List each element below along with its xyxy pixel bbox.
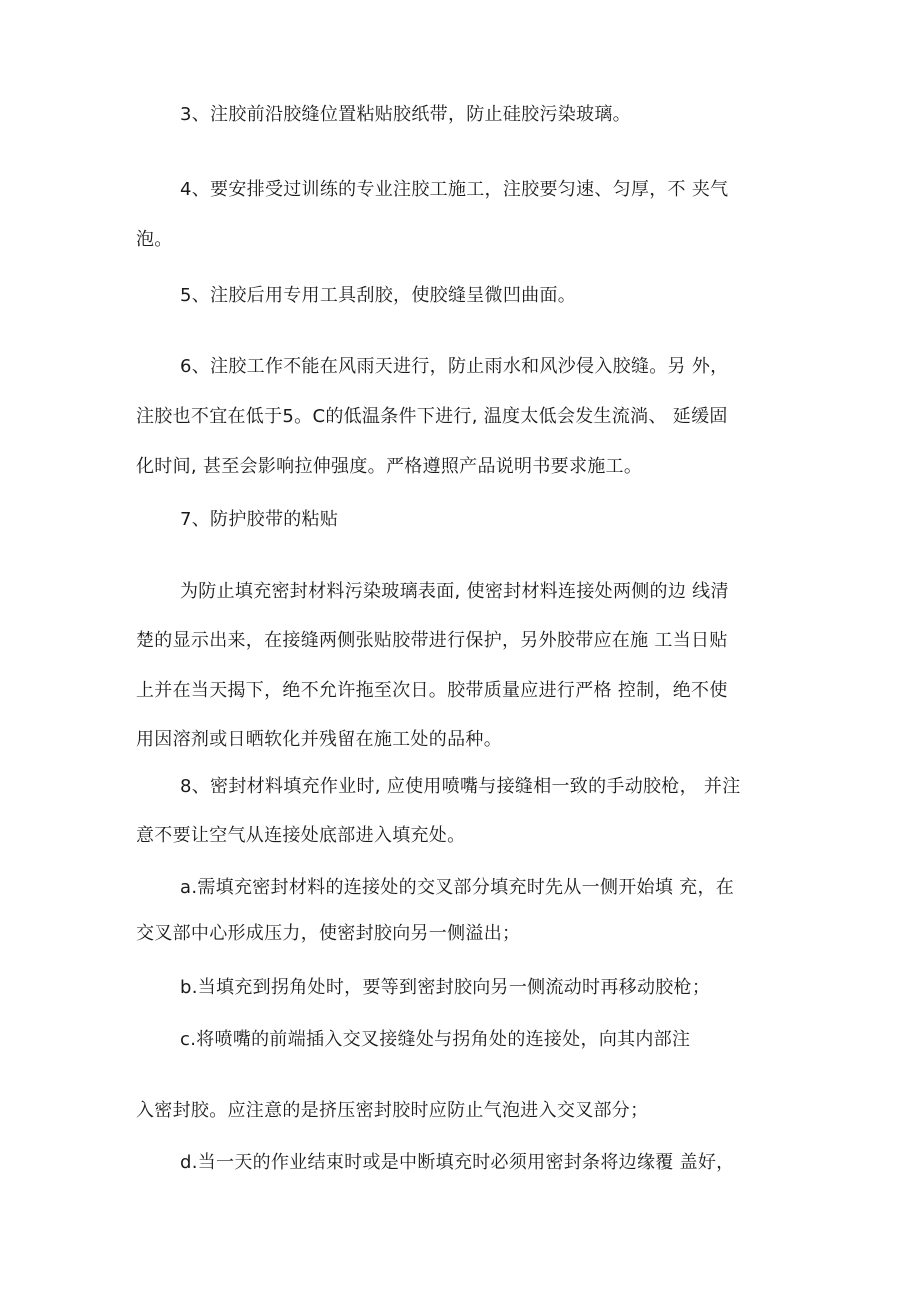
paragraph-7-heading: 7、防护胶带的粘贴: [180, 509, 339, 530]
item-b-line-1: b.当填充到拐角处时，要等到密封胶向另一侧流动时再移动胶枪；: [180, 977, 711, 998]
item-a-line-2: 交叉部中心形成压力，使密封胶向另一侧溢出；: [136, 923, 521, 944]
paragraph-tape-line-1: 为防止填充密封材料污染玻璃表面, 使密封材料连接处两侧的边 线清: [180, 581, 729, 602]
paragraph-4-line-1: 4、要安排受过训练的专业注胶工施工，注胶要匀速、匀厚，不 夹气: [180, 179, 729, 200]
paragraph-6-line-2: 注胶也不宜在低于5。C的低温条件下进行, 温度太低会发生流淌、 延缓固: [136, 406, 728, 427]
paragraph-tape-line-2: 楚的显示出来，在接缝两侧张贴胶带进行保护，另外胶带应在施 工当日贴: [136, 630, 728, 651]
paragraph-tape-line-3: 上并在当天揭下，绝不允许拖至次日。胶带质量应进行严格 控制，绝不使: [136, 680, 728, 701]
paragraph-4-line-2: 泡。: [136, 229, 173, 250]
paragraph-6-line-3: 化时间, 甚至会影响拉伸强度。严格遵照产品说明书要求施工。: [136, 456, 643, 477]
paragraph-3-line-1: 3、注胶前沿胶缝位置粘贴胶纸带，防止硅胶污染玻璃。: [180, 104, 631, 125]
paragraph-tape-line-4: 用因溶剂或日晒软化并残留在施工处的品种。: [136, 729, 502, 750]
paragraph-8-line-2: 意不要让空气从连接处底部进入填充处。: [136, 825, 466, 846]
item-c-line-2: 入密封胶。应注意的是挤压密封胶时应防止气泡进入交叉部分；: [136, 1100, 649, 1121]
paragraph-8-line-1: 8、密封材料填充作业时, 应使用喷嘴与接缝相一致的手动胶枪， 并注: [180, 776, 741, 797]
paragraph-6-line-1: 6、注胶工作不能在风雨天进行，防止雨水和风沙侵入胶缝。另 外，: [180, 356, 729, 377]
item-a-line-1: a.需填充密封材料的连接处的交叉部分填充时先从一侧开始填 充，在: [180, 877, 735, 898]
item-c-line-1: c.将喷嘴的前端插入交叉接缝处与拐角处的连接处，向其内部注: [180, 1029, 691, 1050]
item-d-line-1: d.当一天的作业结束时或是中断填充时必须用密封条将边缘覆 盖好，: [180, 1152, 735, 1173]
paragraph-5-line-1: 5、注胶后用专用工具刮胶，使胶缝呈微凹曲面。: [180, 285, 577, 306]
